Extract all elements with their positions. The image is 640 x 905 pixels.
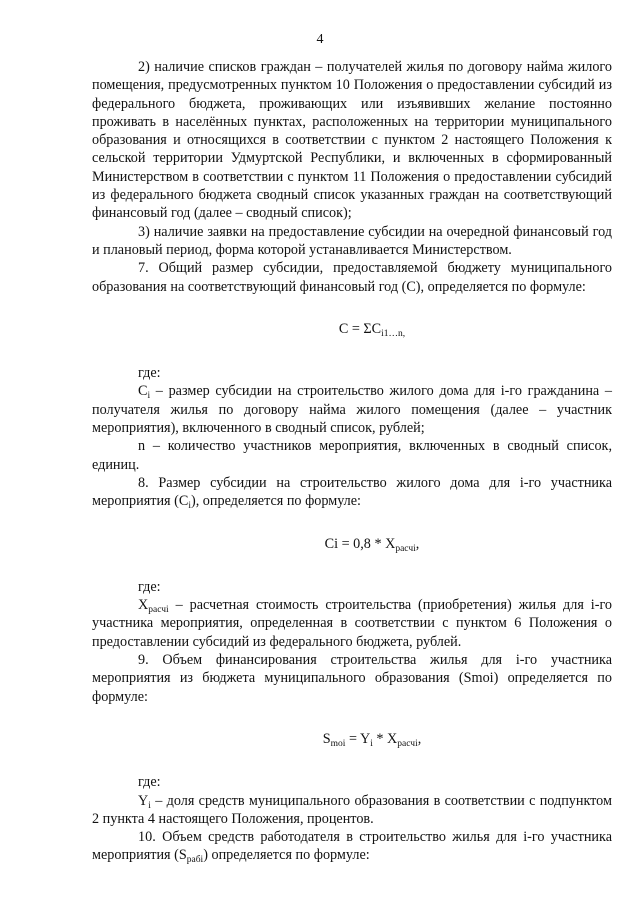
paragraph-9: 9. Объем финансирования строительства жилья для i-го участника мероприятия из бюджета муниципального образования (Smoi) определяется по формуле: [92,652,612,705]
symbol-x: $X_{расчi}$ [138,597,169,616]
paragraph-8: 8. Размер субсидии на строительство жилого дома для i-го участника мероприятия $(C_i)$, определяется по формуле: [92,474,612,512]
where-label-3: где: [138,774,161,791]
formula-1-main: C = ΣC [338,320,382,337]
symbol-y: $Y_i$ [138,792,151,811]
paragraph-10: 10. Объем средств работодателя в строительство жилья для i-го участника мероприятия $(S_{рабi})$ определяется по формуле: [92,829,612,866]
formula-smoi: $S_{moi} = Y_i * X_{расчi}$, [322,730,422,749]
definition-y [92,792,612,829]
definition-ci-text: – размер субсидии на строительство жилого дома для i-го гражданина – получателя жилья по договору найма жилого помещения (далее – участник мероприятия), включенного в сводный список, рублей; [92,383,613,437]
page-number: 4 [316,32,324,47]
formula-1-sub: i1…n, [381,328,406,339]
symbol-ci: $C_i$ [138,383,151,402]
definition-y-text: – доля средств муниципального образования в соответствии с подпунктом 2 пункта 4 настоящего Положения, процентов. [92,792,612,827]
definition-ci [92,382,612,437]
paragraph-7: 7. Общий размер субсидии, предоставляемой бюджету муниципального образования на соответствующий финансовый год (C), определяется по формуле: [92,260,612,295]
document-body [92,58,612,865]
where-label-2: где: [138,578,161,595]
paragraph-item-3: 3) наличие заявки на предоставление субсидии на очередной финансовый год и плановый период, форма которой устанавливается Министерством. [92,223,612,258]
definition-x [92,596,612,651]
definition-x-text: – расчетная стоимость строительства (приобретения) жилья для i-го участника мероприятия, определенная в соответствии с пунктом 6 Положения о предоставлении субсидий из федерального бюджета, рублей. [92,597,613,650]
definition-n: n – количество участников мероприятия, включенных в сводный список, единиц. [92,438,612,473]
where-label-1: где: [138,365,161,382]
formula-total-subsidy [92,320,612,338]
paragraph-item-2: 2) наличие списков граждан – получателей жилья по договору найма жилого помещения, предусмотренных пунктом 10 Положения о предоставлении субсидий из федерального бюджета, проживающих или изъявивших желание постоянно проживать в населённых пунктах, расположенных на территории муниципального образования и относящихся в соответствии с пунктом 2 настоящего Положения к сельской территории Удмуртской Республики, и включенных в сформированный Министерством в соответствии с пунктом 11 Положения о предоставлении субсидий из федерального бюджета сводный список указанных граждан на соответствующий финансовый год (далее – сводный список); [92,59,612,222]
formula-ci: $Ci = 0,8 * X_{расчi}$, [324,535,420,554]
